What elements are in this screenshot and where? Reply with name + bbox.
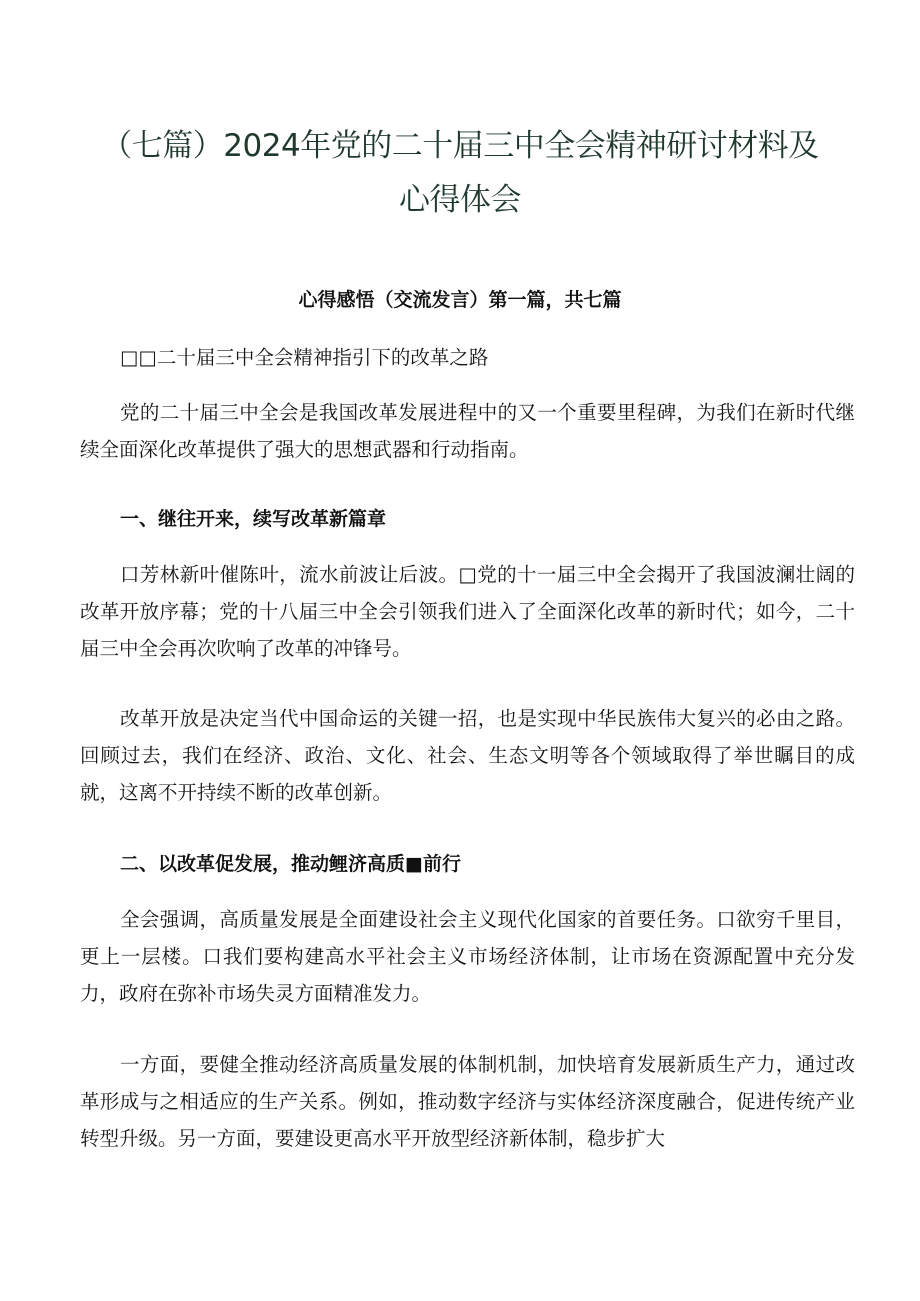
document-title-line-2: 心得体会 [399, 182, 521, 218]
paragraph-1: 党的二十届三中全会是我国改革发展进程中的又一个重要里程碑，为我们在新时代继续全面深化改革提供了强大的思想武器和行动指南。 [80, 401, 855, 461]
document-title-line-1: （七篇）2024年党的二十届三中全会精神研讨材料及 [101, 128, 819, 164]
paragraph-4: 全会强调，高质量发展是全面建设社会主义现代化国家的首要任务。口欲穷千里目，更上一层楼。口我们要构建高水平社会主义市场经济体制，让市场在资源配置中充分发力，政府在弥补市场失灵方面精准发力。 [80, 908, 855, 1005]
paragraph-3: 改革开放是决定当代中国命运的关键一招，也是实现中华民族伟大复兴的必由之路。回顾过去，我们在经济、政治、文化、社会、生态文明等各个领域取得了举世瞩目的成就，这离不开持续不断的改革创新。 [80, 707, 855, 804]
paragraph-2: 口芳林新叶催陈叶，流水前波让后波。□党的十一届三中全会揭开了我国波澜壮阔的改革开放序幕；党的十八届三中全会引领我们进入了全面深化改革的新时代；如今，二十届三中全会再次吹响了改革的冲锋号。 [80, 563, 855, 660]
intro-line: □□二十届三中全会精神指引下的改革之路 [120, 346, 489, 369]
section-subtitle: 心得感悟（交流发言）第一篇，共七篇 [298, 289, 622, 311]
paragraph-5: 一方面，要健全推动经济高质量发展的体制机制，加快培育发展新质生产力，通过改革形成与之相适应的生产关系。例如，推动数字经济与实体经济深度融合，促进传统产业转型升级。另一方面，要建设更高水平开放型经济新体制，稳步扩大 [80, 1053, 855, 1150]
heading-2: 二、以改革促发展，推动鲤济高质■前行 [120, 853, 461, 875]
heading-1: 一、继往开来，续写改革新篇章 [120, 508, 387, 530]
